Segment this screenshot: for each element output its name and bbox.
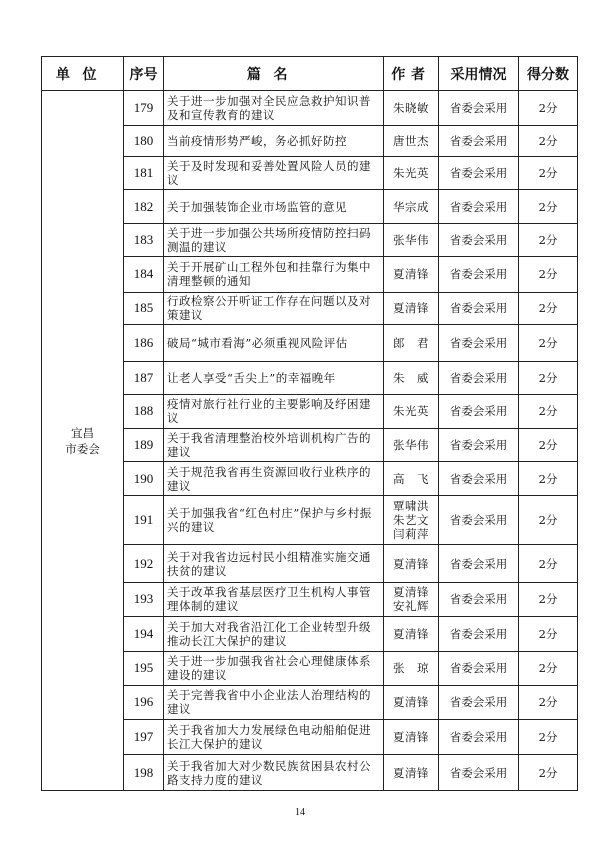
author-name: 夏清锋 [393, 301, 429, 316]
row-number: 189 [124, 428, 164, 462]
header-score: 得分数 [519, 57, 578, 91]
row-status: 省委会采用 [439, 361, 519, 395]
header-title: 篇名 [164, 57, 384, 91]
row-title: 让老人享受“舌尖上”的幸福晚年 [164, 361, 384, 395]
row-author [384, 545, 439, 583]
author-name: 郎 君 [393, 335, 429, 350]
row-score: 2分 [519, 545, 578, 583]
row-number: 180 [124, 125, 164, 157]
row-score: 2分 [519, 583, 578, 617]
row-status: 省委会采用 [439, 157, 519, 190]
row-title: 关于加大对我省沿江化工企业转型升级推动长江大保护的建议 [164, 616, 384, 651]
row-number: 188 [124, 395, 164, 429]
header-row [42, 57, 578, 91]
row-status: 省委会采用 [439, 545, 519, 583]
author-name: 安礼辉 [393, 599, 429, 614]
row-title: 关于加强装饰企业市场监管的意见 [164, 190, 384, 223]
row-status: 省委会采用 [439, 325, 519, 361]
row-number: 192 [124, 545, 164, 583]
row-title: 关于开展矿山工程外包和挂靠行为集中清理整顿的通知 [164, 256, 384, 292]
row-author [384, 190, 439, 223]
row-score: 2分 [519, 361, 578, 395]
row-title: 破局“城市看海”必须重视风险评估 [164, 325, 384, 361]
row-status: 省委会采用 [439, 91, 519, 126]
row-score: 2分 [519, 755, 578, 791]
row-number: 194 [124, 616, 164, 651]
author-name: 覃啸洪 [393, 499, 429, 514]
row-number: 181 [124, 157, 164, 190]
row-title: 关于对我省边远村民小组精准实施交通扶贫的建议 [164, 545, 384, 583]
table-row [42, 91, 578, 126]
row-title: 关于进一步加强公共场所疫情防控扫码测温的建议 [164, 223, 384, 256]
author-name: 朱晓敏 [393, 100, 429, 115]
row-author [384, 583, 439, 617]
row-score: 2分 [519, 223, 578, 256]
row-status: 省委会采用 [439, 462, 519, 496]
row-title: 关于我省加大力发展绿色电动船舶促进长江大保护的建议 [164, 720, 384, 755]
row-number: 195 [124, 652, 164, 686]
row-title: 关于规范我省再生资源回收行业秩序的建议 [164, 462, 384, 496]
row-number: 179 [124, 91, 164, 126]
row-title: 关于我省加大对少数民族贫困县农村公路支持力度的建议 [164, 755, 384, 791]
row-title: 关于及时发现和妥善处置风险人员的建议 [164, 157, 384, 190]
row-number: 197 [124, 720, 164, 755]
row-title: 疫情对旅行社行业的主要影响及纾困建议 [164, 395, 384, 429]
row-score: 2分 [519, 428, 578, 462]
author-name: 闫莉萍 [393, 527, 429, 542]
author-name: 唐世杰 [393, 133, 429, 148]
header-num: 序号 [124, 57, 164, 91]
row-score: 2分 [519, 652, 578, 686]
row-status: 省委会采用 [439, 720, 519, 755]
page-number: 14 [295, 807, 305, 818]
row-author [384, 125, 439, 157]
row-author [384, 495, 439, 545]
row-author [384, 616, 439, 651]
row-score: 2分 [519, 325, 578, 361]
row-number: 182 [124, 190, 164, 223]
author-name: 朱 威 [393, 370, 429, 385]
header-author: 作者 [384, 57, 439, 91]
row-score: 2分 [519, 125, 578, 157]
row-score: 2分 [519, 720, 578, 755]
author-name: 高 飞 [393, 471, 429, 486]
row-author [384, 462, 439, 496]
row-title: 关于加强我省“红色村庄”保护与乡村振兴的建议 [164, 495, 384, 545]
row-title: 关于改革我省基层医疗卫生机构人事管理体制的建议 [164, 583, 384, 617]
row-author [384, 720, 439, 755]
author-name: 夏清锋 [393, 730, 429, 745]
author-name: 朱光英 [393, 166, 429, 181]
row-status: 省委会采用 [439, 652, 519, 686]
row-status: 省委会采用 [439, 755, 519, 791]
row-title: 关于完善我省中小企业法人治理结构的建议 [164, 685, 384, 720]
author-name: 夏清锋 [393, 556, 429, 571]
author-name: 张 琼 [393, 661, 429, 676]
row-score: 2分 [519, 157, 578, 190]
row-title: 行政检察公开听证工作存在问题以及对策建议 [164, 292, 384, 325]
header-unit: 单位 [42, 57, 124, 91]
row-number: 190 [124, 462, 164, 496]
author-name: 朱光英 [393, 404, 429, 419]
row-status: 省委会采用 [439, 223, 519, 256]
author-name: 夏清锋 [393, 695, 429, 710]
author-name: 夏清锋 [393, 765, 429, 780]
author-name: 朱艺文 [393, 513, 429, 528]
row-author [384, 685, 439, 720]
row-title: 关于我省清理整治校外培训机构广告的建议 [164, 428, 384, 462]
row-author [384, 256, 439, 292]
row-score: 2分 [519, 91, 578, 126]
row-score: 2分 [519, 462, 578, 496]
row-author [384, 223, 439, 256]
row-status: 省委会采用 [439, 395, 519, 429]
row-author [384, 361, 439, 395]
row-score: 2分 [519, 495, 578, 545]
row-author [384, 157, 439, 190]
header-status: 采用情况 [439, 57, 519, 91]
row-status: 省委会采用 [439, 495, 519, 545]
row-score: 2分 [519, 395, 578, 429]
row-title: 关于进一步加强我省社会心理健康体系建设的建议 [164, 652, 384, 686]
unit-line-1: 宜昌 [71, 425, 94, 440]
row-status: 省委会采用 [439, 292, 519, 325]
row-status: 省委会采用 [439, 616, 519, 651]
row-number: 185 [124, 292, 164, 325]
row-number: 196 [124, 685, 164, 720]
row-author [384, 91, 439, 126]
row-score: 2分 [519, 616, 578, 651]
row-score: 2分 [519, 256, 578, 292]
row-status: 省委会采用 [439, 428, 519, 462]
row-author [384, 755, 439, 791]
row-author [384, 292, 439, 325]
unit-line-2: 市委会 [65, 441, 100, 456]
scores-table [41, 56, 578, 791]
author-name: 张华伟 [393, 232, 429, 247]
row-status: 省委会采用 [439, 583, 519, 617]
row-author [384, 428, 439, 462]
author-name: 华宗成 [393, 199, 429, 214]
row-status: 省委会采用 [439, 685, 519, 720]
row-number: 198 [124, 755, 164, 791]
row-author [384, 652, 439, 686]
unit-cell [42, 91, 124, 791]
row-author [384, 325, 439, 361]
author-name: 夏清锋 [393, 585, 429, 600]
row-number: 193 [124, 583, 164, 617]
row-number: 191 [124, 495, 164, 545]
author-name: 张华伟 [393, 438, 429, 452]
row-score: 2分 [519, 292, 578, 325]
row-number: 187 [124, 361, 164, 395]
row-status: 省委会采用 [439, 190, 519, 223]
row-number: 183 [124, 223, 164, 256]
row-title: 当前疫情形势严峻，务必抓好防控 [164, 125, 384, 157]
row-number: 186 [124, 325, 164, 361]
row-score: 2分 [519, 685, 578, 720]
row-score: 2分 [519, 190, 578, 223]
row-status: 省委会采用 [439, 125, 519, 157]
row-author [384, 395, 439, 429]
author-name: 夏清锋 [393, 626, 429, 641]
row-status: 省委会采用 [439, 256, 519, 292]
row-number: 184 [124, 256, 164, 292]
author-name: 夏清锋 [393, 267, 429, 282]
table-body [42, 91, 578, 791]
row-title: 关于进一步加强对全民应急救护知识普及和宣传教育的建议 [164, 91, 384, 126]
